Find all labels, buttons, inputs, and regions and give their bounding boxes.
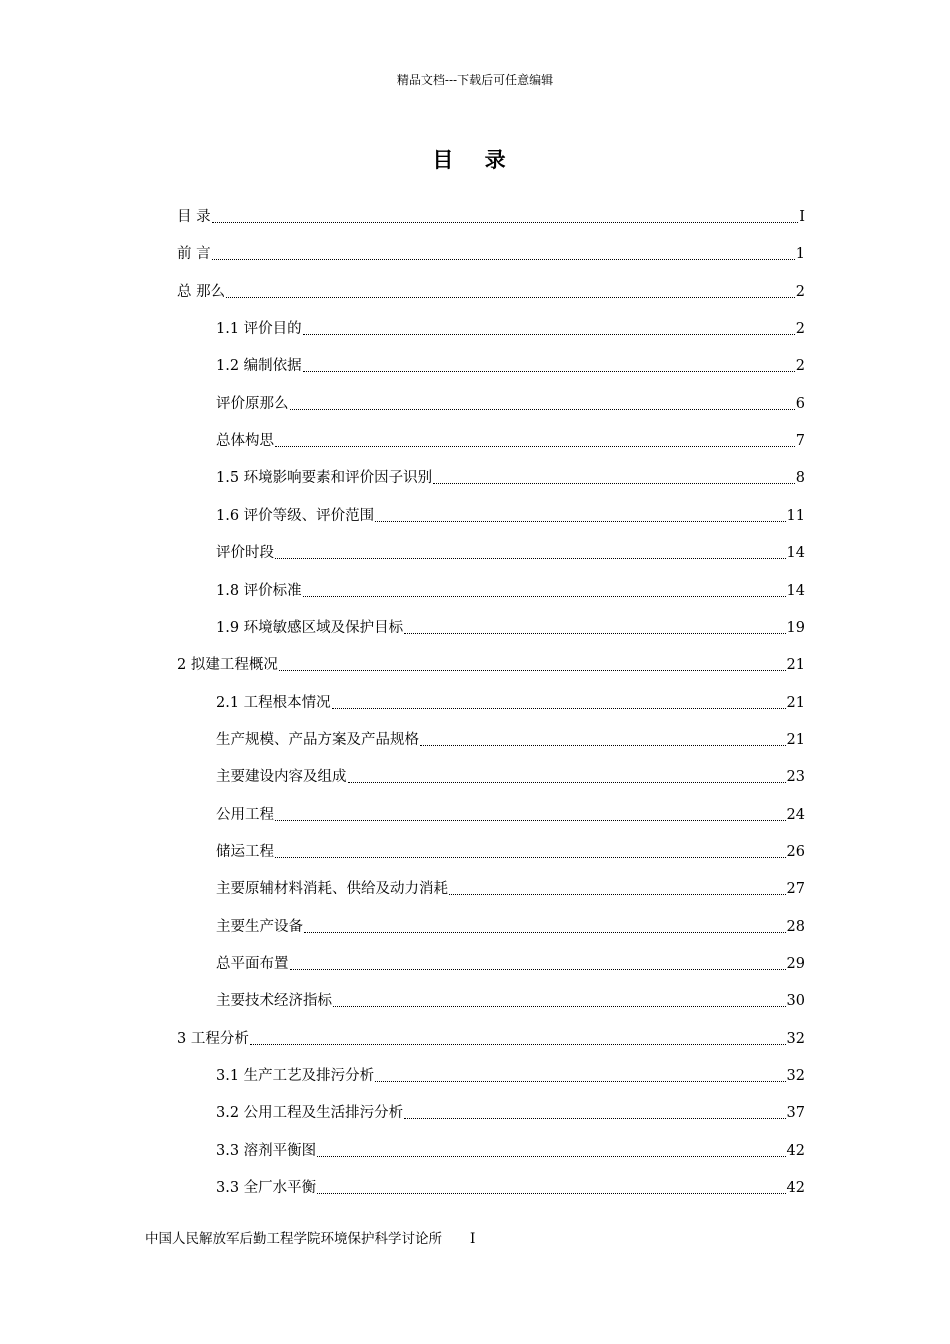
toc-entry-label: 主要原辅材料消耗、供给及动力消耗 xyxy=(216,881,448,898)
toc-entry-label: 1.6 评价等级、评价范围 xyxy=(216,507,375,524)
toc-entry[interactable] xyxy=(216,577,805,601)
toc-entry-label: 主要生产设备 xyxy=(216,918,303,935)
toc-entry-label: 3.3 全厂水平衡 xyxy=(216,1180,317,1197)
toc-entry[interactable] xyxy=(216,913,805,937)
toc-entry[interactable] xyxy=(216,763,805,787)
toc-dot-leader xyxy=(275,820,786,821)
toc-entry-page: 32 xyxy=(786,1068,805,1085)
toc-entry-page: 32 xyxy=(786,1030,805,1047)
toc-entry-label: 评价原那么 xyxy=(216,395,289,412)
toc-entry[interactable] xyxy=(216,801,805,825)
toc-dot-leader xyxy=(290,409,795,410)
toc-entry-page: 19 xyxy=(786,619,805,636)
toc-entry-label: 总 那么 xyxy=(177,283,226,300)
toc-entry[interactable] xyxy=(216,1137,805,1161)
toc-entry[interactable] xyxy=(216,950,805,974)
toc-entry-page: 2 xyxy=(795,321,805,338)
toc-dot-leader xyxy=(275,558,786,559)
toc-dot-leader xyxy=(275,446,795,447)
toc-entry-label: 2 拟建工程概况 xyxy=(177,657,278,674)
toc-entry-page: 26 xyxy=(786,843,805,860)
toc-entry-page: 7 xyxy=(795,433,805,450)
toc-entry[interactable] xyxy=(216,315,805,339)
toc-entry-label: 生产规模、产品方案及产品规格 xyxy=(216,731,419,748)
toc-dot-leader xyxy=(404,1118,785,1119)
toc-entry-label: 主要技术经济指标 xyxy=(216,993,332,1010)
toc-entry[interactable] xyxy=(216,427,805,451)
toc-dot-leader xyxy=(250,1044,786,1045)
toc-dot-leader xyxy=(226,297,795,298)
page-title: 目 录 xyxy=(432,147,518,172)
footer-page-number: I xyxy=(470,1231,476,1247)
toc-entry[interactable] xyxy=(216,1174,805,1198)
toc-entry-page: 30 xyxy=(786,993,805,1010)
toc-entry-label: 1.8 评价标准 xyxy=(216,582,302,599)
toc-dot-leader xyxy=(303,334,795,335)
toc-entry-label: 3 工程分析 xyxy=(177,1030,249,1047)
toc-dot-leader xyxy=(303,596,786,597)
toc-entry[interactable] xyxy=(216,502,805,526)
header-note: 精品文档---下载后可任意编辑 xyxy=(396,73,554,87)
toc-entry-page: 42 xyxy=(786,1142,805,1159)
toc-entry-page: 14 xyxy=(786,545,805,562)
toc-entry-page: 8 xyxy=(795,470,805,487)
toc-entry[interactable] xyxy=(216,614,805,638)
toc-dot-leader xyxy=(348,782,786,783)
toc-dot-leader xyxy=(449,894,786,895)
toc-entry-page: 6 xyxy=(795,395,805,412)
toc-entry-label: 1.2 编制依据 xyxy=(216,358,302,375)
toc-entry[interactable] xyxy=(216,726,805,750)
toc-entry-label: 1.1 评价目的 xyxy=(216,321,302,338)
toc-entry-page: 28 xyxy=(786,918,805,935)
toc-entry-page: 37 xyxy=(786,1105,805,1122)
toc-entry-page: I xyxy=(799,209,805,225)
toc-entry-page: 21 xyxy=(786,731,805,748)
toc-entry-label: 3.1 生产工艺及排污分析 xyxy=(216,1068,375,1085)
toc-dot-leader xyxy=(212,259,795,260)
toc-entry-page: 27 xyxy=(786,881,805,898)
toc-dot-leader xyxy=(375,1081,785,1082)
toc-dot-leader xyxy=(433,483,795,484)
toc-entry[interactable] xyxy=(177,203,805,227)
footer xyxy=(145,1230,475,1248)
toc-entry-page: 21 xyxy=(786,657,805,674)
toc-dot-leader xyxy=(317,1193,785,1194)
toc-dot-leader xyxy=(290,969,786,970)
toc-dot-leader xyxy=(212,222,799,223)
toc-dot-leader xyxy=(332,708,786,709)
toc-dot-leader xyxy=(333,1006,786,1007)
toc-entry-page: 21 xyxy=(786,694,805,711)
toc-entry-page: 11 xyxy=(786,507,805,524)
toc-entry-label: 3.2 公用工程及生活排污分析 xyxy=(216,1105,404,1122)
toc-entry-page: 24 xyxy=(786,806,805,823)
toc-entry-label: 总平面布置 xyxy=(216,956,289,972)
toc-entry-label: 主要建设内容及组成 xyxy=(216,769,347,786)
toc-dot-leader xyxy=(275,857,786,858)
toc-entry-label: 3.3 溶剂平衡图 xyxy=(216,1142,317,1159)
toc-entry-label: 储运工程 xyxy=(216,843,274,860)
toc-dot-leader xyxy=(303,371,795,372)
toc-entry[interactable] xyxy=(177,240,805,264)
toc-entry-page: 42 xyxy=(786,1180,805,1197)
toc-dot-leader xyxy=(420,745,786,746)
toc-entry-label: 评价时段 xyxy=(216,545,274,562)
toc-entry[interactable] xyxy=(216,838,805,862)
toc-entry-label: 总体构思 xyxy=(216,433,274,450)
toc-entry[interactable] xyxy=(216,689,805,713)
toc-entry-page: 14 xyxy=(786,582,805,599)
toc-dot-leader xyxy=(404,633,785,634)
toc-dot-leader xyxy=(317,1156,785,1157)
footer-institution: 中国人民解放军后勤工程学院环境保护科学讨论所 xyxy=(145,1231,442,1247)
toc-entry[interactable] xyxy=(216,390,805,414)
toc-entry-page: 1 xyxy=(795,246,805,263)
toc-entry[interactable] xyxy=(216,987,805,1011)
toc-dot-leader xyxy=(279,670,786,671)
toc-entry-label: 目 录 xyxy=(177,209,211,225)
toc-entry[interactable] xyxy=(177,651,805,675)
toc-entry-label: 2.1 工程根本情况 xyxy=(216,694,331,711)
toc-entry-label: 1.5 环境影响要素和评价因子识别 xyxy=(216,470,433,487)
toc-entry[interactable] xyxy=(216,875,805,899)
toc-entry[interactable] xyxy=(177,1025,805,1049)
toc-entry[interactable] xyxy=(216,352,805,376)
toc-entry-page: 2 xyxy=(795,358,805,375)
toc-entry[interactable] xyxy=(216,1062,805,1086)
toc-entry-label: 1.9 环境敏感区域及保护目标 xyxy=(216,619,404,636)
toc-entry-label: 前 言 xyxy=(177,246,211,263)
toc-entry[interactable] xyxy=(216,539,805,563)
toc-entry[interactable] xyxy=(216,464,805,488)
toc-dot-leader xyxy=(304,932,786,933)
toc-entry-label: 公用工程 xyxy=(216,806,274,823)
toc-entry[interactable] xyxy=(216,1099,805,1123)
toc-entry-page: 23 xyxy=(786,769,805,786)
toc-entry-page: 2 xyxy=(795,283,805,300)
toc-entry-page: 29 xyxy=(786,956,805,972)
toc-entry[interactable] xyxy=(177,278,805,302)
toc-dot-leader xyxy=(375,521,785,522)
